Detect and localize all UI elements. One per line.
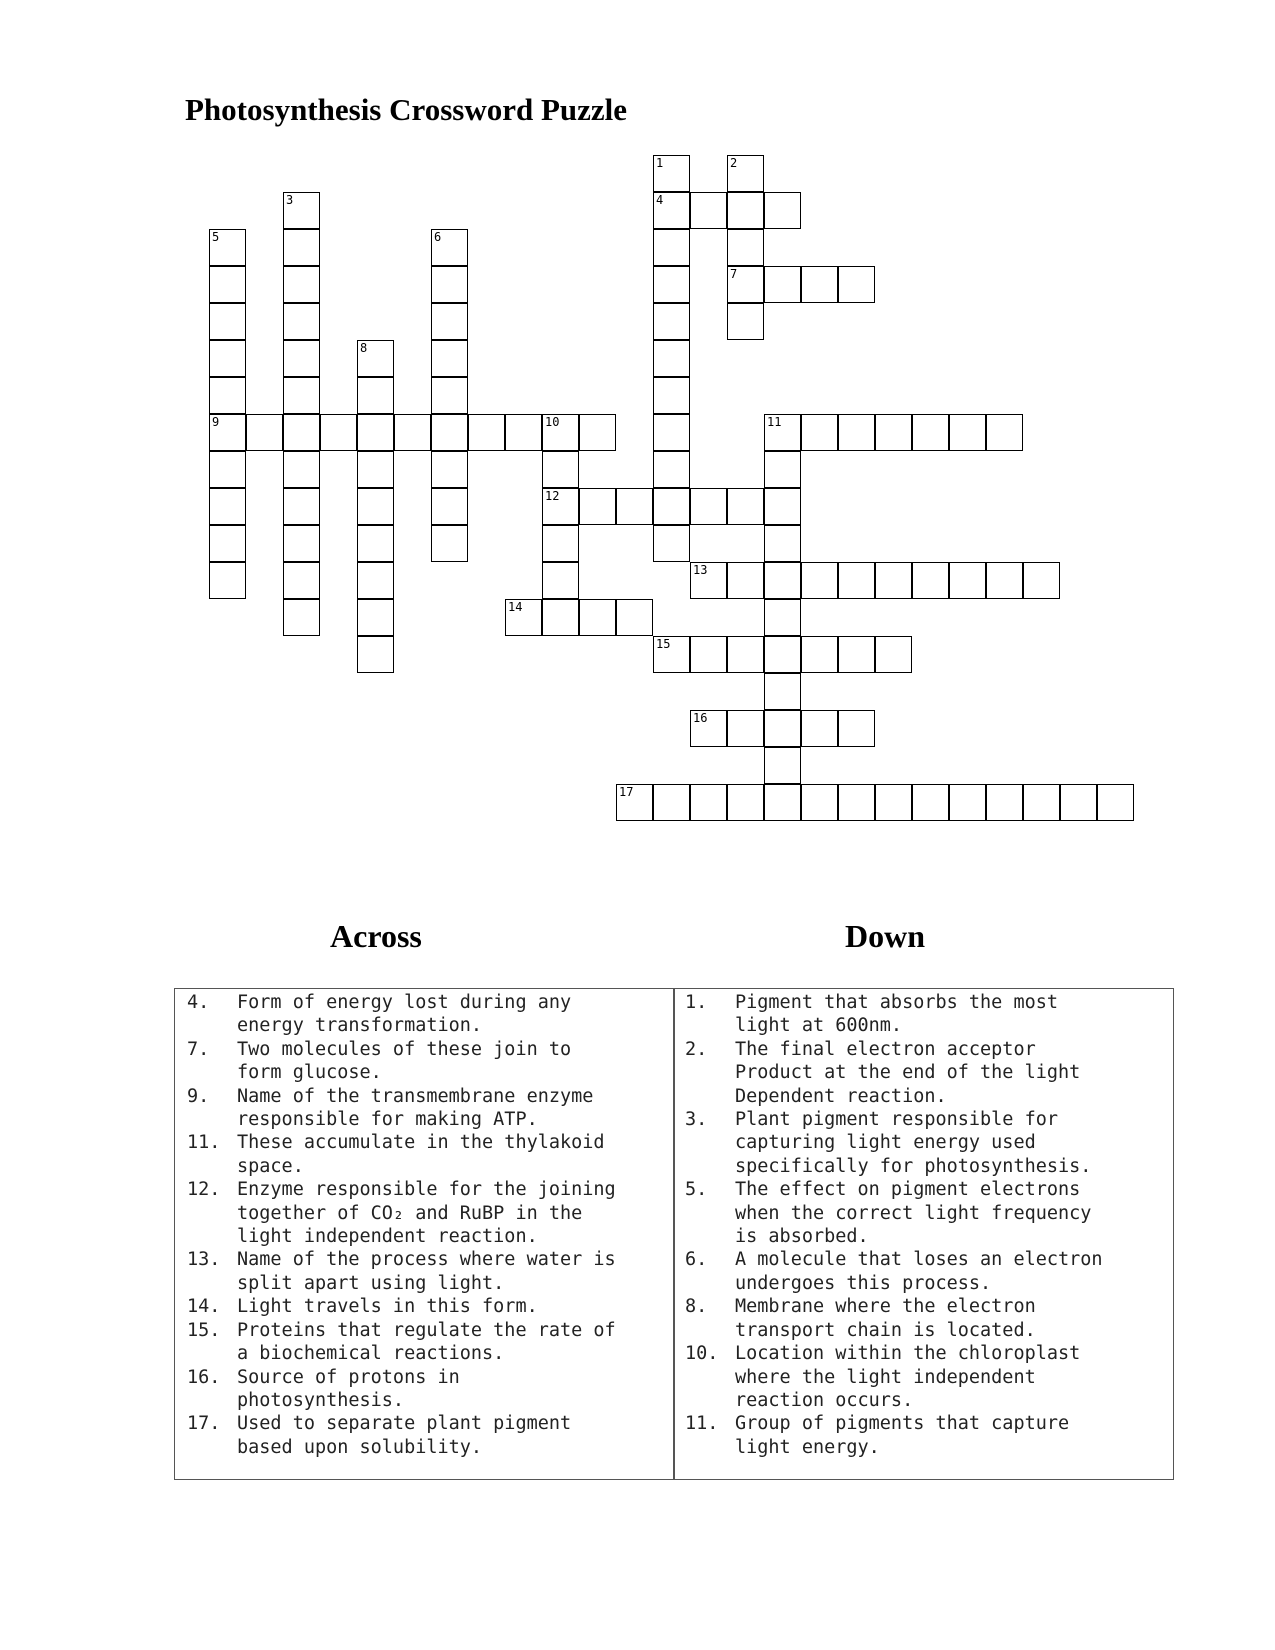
crossword-cell[interactable] bbox=[357, 636, 394, 673]
crossword-cell[interactable] bbox=[764, 488, 801, 525]
crossword-cell[interactable] bbox=[283, 525, 320, 562]
crossword-cell[interactable] bbox=[357, 414, 394, 451]
crossword-cell[interactable] bbox=[838, 562, 875, 599]
clue-number: 17 bbox=[619, 785, 634, 799]
crossword-cell[interactable] bbox=[949, 784, 986, 821]
crossword-cell[interactable] bbox=[801, 414, 838, 451]
clue-number: 14. bbox=[187, 1296, 221, 1318]
across-clue-list bbox=[187, 991, 616, 1459]
across-clue bbox=[187, 1131, 616, 1178]
clue-number: 5. bbox=[685, 1179, 708, 1201]
crossword-cell[interactable] bbox=[690, 636, 727, 673]
down-clue-list bbox=[685, 991, 1103, 1459]
crossword-cell[interactable] bbox=[801, 784, 838, 821]
across-clue bbox=[187, 1178, 616, 1248]
across-clue bbox=[187, 1412, 616, 1459]
clue-number: 10 bbox=[545, 415, 560, 429]
clue-number: 12 bbox=[545, 489, 560, 503]
clue-number: 17. bbox=[187, 1413, 221, 1435]
crossword-cell[interactable] bbox=[653, 636, 690, 673]
crossword-cell[interactable] bbox=[283, 599, 320, 636]
crossword-cell[interactable] bbox=[653, 451, 690, 488]
clue-number: 15. bbox=[187, 1319, 221, 1341]
clue-number: 14 bbox=[508, 600, 523, 614]
crossword-cell[interactable] bbox=[653, 266, 690, 303]
crossword-cell[interactable] bbox=[357, 562, 394, 599]
crossword-cell[interactable] bbox=[209, 340, 246, 377]
crossword-cell[interactable] bbox=[579, 414, 616, 451]
crossword-cell[interactable] bbox=[801, 636, 838, 673]
clue-number: 12. bbox=[187, 1179, 221, 1201]
clue-text: Two molecules of these join to form glucose. bbox=[237, 1038, 572, 1084]
crossword-cell[interactable] bbox=[542, 562, 579, 599]
crossword-cell[interactable] bbox=[357, 451, 394, 488]
crossword-cell[interactable] bbox=[838, 710, 875, 747]
crossword-cell[interactable] bbox=[653, 414, 690, 451]
clue-text: Source of protons in photosynthesis. bbox=[237, 1366, 460, 1411]
crossword-cell[interactable] bbox=[875, 636, 912, 673]
across-clue bbox=[187, 1085, 616, 1132]
crossword-cell[interactable] bbox=[579, 599, 616, 636]
crossword-cell[interactable] bbox=[283, 488, 320, 525]
crossword-cell[interactable] bbox=[431, 414, 468, 451]
crossword-cell[interactable] bbox=[283, 303, 320, 340]
down-clue bbox=[685, 1295, 1103, 1342]
clue-number: 3. bbox=[685, 1109, 708, 1131]
crossword-cell[interactable] bbox=[653, 784, 690, 821]
clue-number: 8. bbox=[685, 1296, 708, 1318]
crossword-cell[interactable] bbox=[875, 414, 912, 451]
clue-number: 2. bbox=[685, 1038, 708, 1060]
crossword-cell[interactable] bbox=[283, 562, 320, 599]
crossword-cell[interactable] bbox=[727, 303, 764, 340]
crossword-cell[interactable] bbox=[542, 599, 579, 636]
crossword-cell[interactable] bbox=[357, 525, 394, 562]
crossword-cell[interactable] bbox=[764, 414, 801, 451]
crossword-cell[interactable] bbox=[209, 451, 246, 488]
clue-text: Enzyme responsible for the joining together of CO₂ and RuBP in the light independent reaction. bbox=[237, 1179, 616, 1248]
crossword-cell[interactable] bbox=[283, 377, 320, 414]
crossword-cell[interactable] bbox=[764, 266, 801, 303]
clue-number: 2 bbox=[730, 156, 738, 170]
clues-divider bbox=[673, 989, 675, 1479]
crossword-cell[interactable] bbox=[727, 488, 764, 525]
crossword-cell[interactable] bbox=[431, 303, 468, 340]
across-clue bbox=[187, 1295, 616, 1318]
clue-number: 15 bbox=[656, 637, 671, 651]
clue-number: 6. bbox=[685, 1249, 708, 1271]
clue-number: 1 bbox=[656, 156, 664, 170]
crossword-cell[interactable] bbox=[690, 784, 727, 821]
across-clue bbox=[187, 1319, 616, 1366]
crossword-cell[interactable] bbox=[357, 599, 394, 636]
crossword-cell[interactable] bbox=[727, 636, 764, 673]
crossword-cell[interactable] bbox=[209, 414, 246, 451]
crossword-cell[interactable] bbox=[764, 710, 801, 747]
clue-text: A molecule that loses an electron undergoes this process. bbox=[735, 1249, 1103, 1294]
crossword-cell[interactable] bbox=[1023, 562, 1060, 599]
clue-number: 11. bbox=[187, 1132, 221, 1154]
clue-text: Group of pigments that capture light energy. bbox=[735, 1413, 1070, 1458]
down-clue bbox=[685, 991, 1103, 1038]
crossword-cell[interactable] bbox=[690, 710, 727, 747]
crossword-cell[interactable] bbox=[764, 636, 801, 673]
crossword-cell[interactable] bbox=[949, 414, 986, 451]
crossword-cell[interactable] bbox=[764, 784, 801, 821]
crossword-cell[interactable] bbox=[838, 414, 875, 451]
crossword-cell[interactable] bbox=[283, 229, 320, 266]
crossword-cell[interactable] bbox=[246, 414, 283, 451]
crossword-cell[interactable] bbox=[764, 562, 801, 599]
crossword-cell[interactable] bbox=[986, 784, 1023, 821]
crossword-cell[interactable] bbox=[875, 784, 912, 821]
clue-number: 13. bbox=[187, 1249, 221, 1271]
clue-number: 1. bbox=[685, 992, 708, 1013]
crossword-cell[interactable] bbox=[727, 192, 764, 229]
down-clue bbox=[685, 1248, 1103, 1295]
crossword-cell[interactable] bbox=[431, 229, 468, 266]
across-clue bbox=[187, 1248, 616, 1295]
crossword-cell[interactable] bbox=[209, 562, 246, 599]
down-clue bbox=[685, 1108, 1103, 1178]
crossword-cell[interactable] bbox=[801, 710, 838, 747]
crossword-cell[interactable] bbox=[542, 525, 579, 562]
clue-number: 13 bbox=[693, 563, 708, 577]
clue-text: Plant pigment responsible for capturing light energy used specifically for photosynthesis. bbox=[735, 1109, 1092, 1177]
crossword-cell[interactable] bbox=[357, 488, 394, 525]
clue-text: Proteins that regulate the rate of a biochemical reactions. bbox=[237, 1319, 616, 1365]
crossword-cell[interactable] bbox=[912, 784, 949, 821]
crossword-cell[interactable] bbox=[764, 451, 801, 488]
crossword-cell[interactable] bbox=[209, 229, 246, 266]
crossword-cell[interactable] bbox=[653, 525, 690, 562]
crossword-cell[interactable] bbox=[283, 451, 320, 488]
crossword-cell[interactable] bbox=[949, 562, 986, 599]
down-heading: Down bbox=[845, 918, 926, 954]
crossword-cell[interactable] bbox=[690, 562, 727, 599]
crossword-cell[interactable] bbox=[727, 155, 764, 192]
crossword-cell[interactable] bbox=[320, 414, 357, 451]
down-clue bbox=[685, 1342, 1103, 1412]
clue-number: 8 bbox=[360, 341, 368, 355]
crossword-cell[interactable] bbox=[283, 192, 320, 229]
crossword-cell[interactable] bbox=[838, 636, 875, 673]
crossword-cell[interactable] bbox=[986, 562, 1023, 599]
crossword-cell[interactable] bbox=[653, 340, 690, 377]
crossword-cell[interactable] bbox=[616, 488, 653, 525]
across-heading: Across bbox=[330, 918, 422, 954]
across-clue bbox=[187, 1366, 616, 1413]
crossword-cell[interactable] bbox=[764, 747, 801, 784]
crossword-cell[interactable] bbox=[505, 414, 542, 451]
clue-number: 7 bbox=[730, 267, 738, 281]
crossword-cell[interactable] bbox=[357, 340, 394, 377]
crossword-cell[interactable] bbox=[764, 599, 801, 636]
clue-text: Pigment that absorbs the most light at 600nm. bbox=[735, 992, 1059, 1037]
clue-number: 6 bbox=[434, 230, 442, 244]
crossword-cell[interactable] bbox=[1060, 784, 1097, 821]
clue-text: Location within the chloroplast where the light independent reaction occurs. bbox=[735, 1343, 1081, 1411]
clue-number: 16 bbox=[693, 711, 708, 725]
clue-number: 4. bbox=[187, 992, 210, 1013]
crossword-cell[interactable] bbox=[283, 414, 320, 451]
clue-number: 10. bbox=[685, 1343, 719, 1365]
crossword-cell[interactable] bbox=[209, 266, 246, 303]
crossword-cell[interactable] bbox=[912, 562, 949, 599]
crossword-cell[interactable] bbox=[468, 414, 505, 451]
crossword-cell[interactable] bbox=[505, 599, 542, 636]
crossword-cell[interactable] bbox=[690, 192, 727, 229]
clue-number: 4 bbox=[656, 193, 664, 207]
clue-text: Name of the process where water is split apart using light. bbox=[237, 1249, 616, 1294]
clue-text: The final electron acceptor Product at the end of the light Dependent reaction. bbox=[735, 1038, 1081, 1107]
crossword-cell[interactable] bbox=[616, 599, 653, 636]
crossword-cell[interactable] bbox=[209, 525, 246, 562]
down-clue bbox=[685, 1178, 1103, 1248]
clue-text: Used to separate plant pigment based upon solubility. bbox=[237, 1413, 572, 1458]
crossword-cell[interactable] bbox=[431, 377, 468, 414]
crossword-cell[interactable] bbox=[801, 562, 838, 599]
crossword-cell[interactable] bbox=[542, 414, 579, 451]
clue-text: Light travels in this form. bbox=[237, 1296, 538, 1318]
crossword-cell[interactable] bbox=[653, 377, 690, 414]
crossword-cell[interactable] bbox=[1097, 784, 1134, 821]
crossword-cell[interactable] bbox=[431, 340, 468, 377]
crossword-cell[interactable] bbox=[875, 562, 912, 599]
crossword-cell[interactable] bbox=[431, 266, 468, 303]
clue-number: 11. bbox=[685, 1413, 719, 1435]
crossword-cell[interactable] bbox=[727, 784, 764, 821]
crossword-cell[interactable] bbox=[209, 303, 246, 340]
clue-text: Name of the transmembrane enzyme responsible for making ATP. bbox=[237, 1085, 594, 1131]
crossword-cell[interactable] bbox=[801, 266, 838, 303]
crossword-cell[interactable] bbox=[727, 229, 764, 266]
crossword-cell[interactable] bbox=[542, 451, 579, 488]
crossword-cell[interactable] bbox=[616, 784, 653, 821]
crossword-cell[interactable] bbox=[209, 377, 246, 414]
crossword-cell[interactable] bbox=[838, 784, 875, 821]
crossword-cell[interactable] bbox=[357, 377, 394, 414]
across-clue bbox=[187, 991, 616, 1038]
page-title: Photosynthesis Crossword Puzzle bbox=[185, 92, 628, 127]
down-clue bbox=[685, 1412, 1103, 1459]
clue-text: These accumulate in the thylakoid space. bbox=[237, 1132, 605, 1177]
crossword-cell[interactable] bbox=[986, 414, 1023, 451]
clues-table bbox=[174, 988, 1174, 1480]
crossword-cell[interactable] bbox=[764, 192, 801, 229]
crossword-cell[interactable] bbox=[431, 525, 468, 562]
clue-text: The effect on pigment electrons when the correct light frequency is absorbed. bbox=[735, 1179, 1092, 1248]
clue-number: 3 bbox=[286, 193, 294, 207]
crossword-cell[interactable] bbox=[283, 266, 320, 303]
clue-number: 7. bbox=[187, 1038, 210, 1060]
crossword-cell[interactable] bbox=[653, 303, 690, 340]
crossword-cell[interactable] bbox=[653, 192, 690, 229]
crossword-cell[interactable] bbox=[431, 488, 468, 525]
crossword-cell[interactable] bbox=[727, 562, 764, 599]
clue-text: Membrane where the electron transport chain is located. bbox=[735, 1296, 1036, 1341]
crossword-cell[interactable] bbox=[1023, 784, 1060, 821]
crossword-cell[interactable] bbox=[209, 488, 246, 525]
crossword-cell[interactable] bbox=[727, 710, 764, 747]
crossword-cell[interactable] bbox=[690, 488, 727, 525]
clue-number: 9. bbox=[187, 1085, 210, 1107]
crossword-cell[interactable] bbox=[764, 525, 801, 562]
clue-number: 11 bbox=[767, 415, 782, 429]
crossword-cell[interactable] bbox=[579, 488, 616, 525]
down-clue bbox=[685, 1038, 1103, 1108]
crossword-cell[interactable] bbox=[283, 340, 320, 377]
crossword-cell[interactable] bbox=[912, 414, 949, 451]
crossword-cell[interactable] bbox=[727, 266, 764, 303]
crossword-cell[interactable] bbox=[653, 229, 690, 266]
clue-number: 16. bbox=[187, 1366, 221, 1388]
crossword-cell[interactable] bbox=[764, 673, 801, 710]
crossword-cell[interactable] bbox=[838, 266, 875, 303]
crossword-cell[interactable] bbox=[653, 155, 690, 192]
clue-number: 9 bbox=[212, 415, 220, 429]
crossword-cell[interactable] bbox=[542, 488, 579, 525]
clue-text: Form of energy lost during any energy transformation. bbox=[237, 992, 572, 1037]
crossword-cell[interactable] bbox=[653, 488, 690, 525]
clue-number: 5 bbox=[212, 230, 220, 244]
across-clue bbox=[187, 1038, 616, 1085]
crossword-cell[interactable] bbox=[431, 451, 468, 488]
crossword-cell[interactable] bbox=[394, 414, 431, 451]
